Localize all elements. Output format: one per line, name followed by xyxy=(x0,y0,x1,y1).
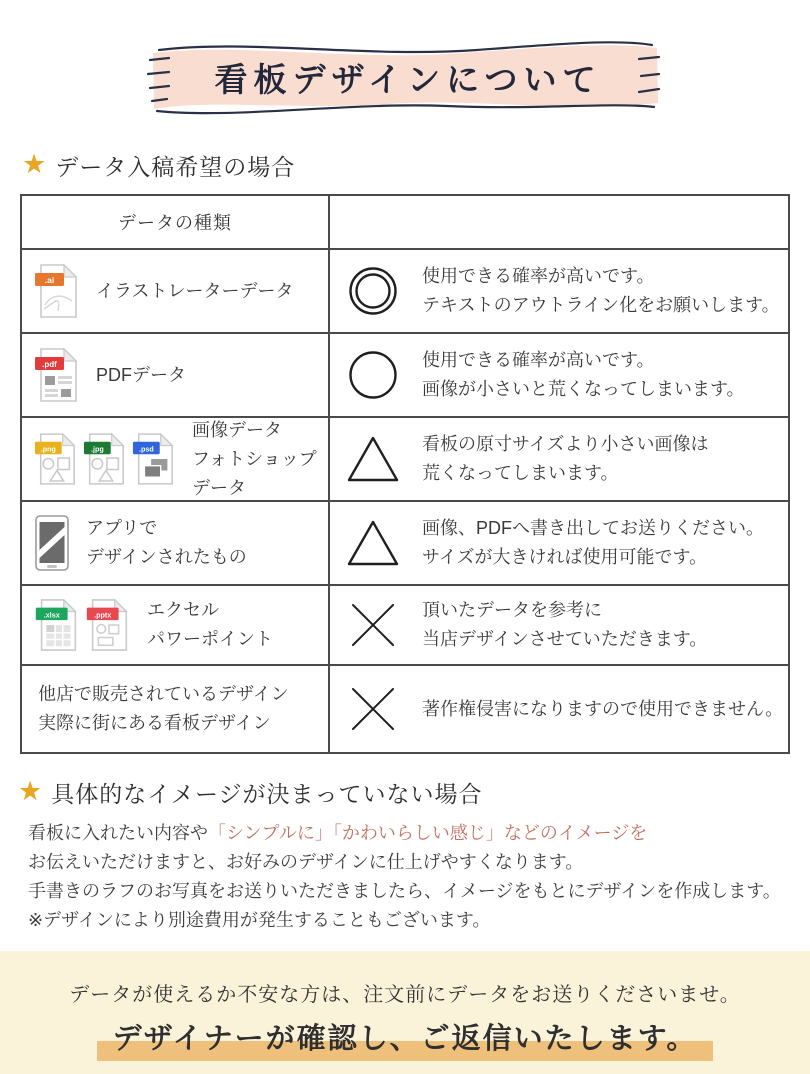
data-types-table xyxy=(20,194,790,754)
pptx-file-icon xyxy=(85,598,131,652)
row-description: 看板の原寸サイズより小さい画像は 荒くなってしまいます。 xyxy=(422,434,709,483)
row-description: 使用できる確率が高いです。 テキストのアウトライン化をお願いします。 xyxy=(422,266,780,315)
row-label: 他店で販売されているデザイン 実際に街にある看板デザイン xyxy=(38,684,289,733)
svg-text:.xlsx: .xlsx xyxy=(43,610,60,620)
table-row xyxy=(22,664,788,752)
section-heading-text: 具体的なイメージが決まっていない場合 xyxy=(51,781,483,807)
table-header-label: データの種類 xyxy=(118,213,232,233)
pdf-file-icon xyxy=(34,347,80,403)
svg-text:.ai: .ai xyxy=(44,275,55,285)
psd-file-icon xyxy=(132,432,176,486)
triangle-icon xyxy=(346,434,400,484)
row-label: PDFデータ xyxy=(96,364,186,385)
row-description: 使用できる確率が高いです。 画像が小さいと荒くなってしまいます。 xyxy=(422,350,745,399)
table-header-left-cell xyxy=(22,196,330,248)
double-circle-icon xyxy=(347,265,399,317)
row-description: 頂いたデータを参考に 当店デザインさせていただきます。 xyxy=(422,600,708,649)
page-title: 看板デザインについて xyxy=(214,59,602,99)
star-icon: ★ xyxy=(18,776,43,806)
smartphone-icon xyxy=(34,514,70,572)
triangle-icon xyxy=(346,518,400,568)
cross-icon xyxy=(348,600,398,650)
table-row xyxy=(22,416,788,500)
row-description: 画像、PDFへ書き出してお送りください。 サイズが大きければ使用可能です。 xyxy=(422,518,764,567)
title-banner xyxy=(147,33,663,121)
ai-file-icon xyxy=(34,263,80,319)
svg-text:.pdf: .pdf xyxy=(42,360,57,369)
section-data-submission-heading xyxy=(22,149,810,182)
footer-line2-highlighted: デザイナーが確認し、ご返信いたします。 xyxy=(97,1016,714,1061)
svg-text:.pptx: .pptx xyxy=(94,610,112,620)
svg-text:.png: .png xyxy=(40,445,56,454)
row-label: イラストレーターデータ xyxy=(96,280,294,301)
table-row xyxy=(22,500,788,584)
row-description: 著作権侵害になりますので使用できません。 xyxy=(422,698,784,719)
paragraph-line: お伝えいただけますと、お好みのデザインに仕上げやすくなります。 xyxy=(28,852,584,872)
paragraph-line: 看板に入れたい内容や「シンプルに」「かわいらしい感じ」などのイメージを xyxy=(28,823,648,843)
png-file-icon xyxy=(34,432,78,486)
svg-text:.jpg: .jpg xyxy=(90,445,104,454)
paragraph-line: ※デザインにより別途費用が発生することもございます。 xyxy=(28,910,491,930)
svg-text:.psd: .psd xyxy=(138,445,154,454)
table-row xyxy=(22,248,788,332)
row-label: アプリで デザインされたもの xyxy=(86,518,247,567)
row-label: エクセル パワーポイント xyxy=(147,600,273,649)
footer-line1: データが使えるか不安な方は、注文前にデータをお送りくださいませ。 xyxy=(69,984,741,1006)
table-row xyxy=(22,584,788,664)
paragraph-line: 手書きのラフのお写真をお送りいただきましたら、イメージをもとにデザインを作成します。 xyxy=(28,881,781,901)
table-header-right-cell xyxy=(330,196,788,248)
row-label: 画像データ フォトショップデータ xyxy=(192,419,317,498)
star-icon: ★ xyxy=(22,149,47,179)
footer-banner xyxy=(0,951,810,1074)
xlsx-file-icon xyxy=(34,598,80,652)
circle-icon xyxy=(347,349,399,401)
advice-paragraph xyxy=(28,819,810,935)
cross-icon xyxy=(348,684,398,734)
table-header-row xyxy=(22,196,788,248)
table-row xyxy=(22,332,788,416)
jpg-file-icon xyxy=(83,432,127,486)
section-heading-text: データ入稿希望の場合 xyxy=(55,154,296,180)
section-no-image-heading xyxy=(18,776,810,809)
